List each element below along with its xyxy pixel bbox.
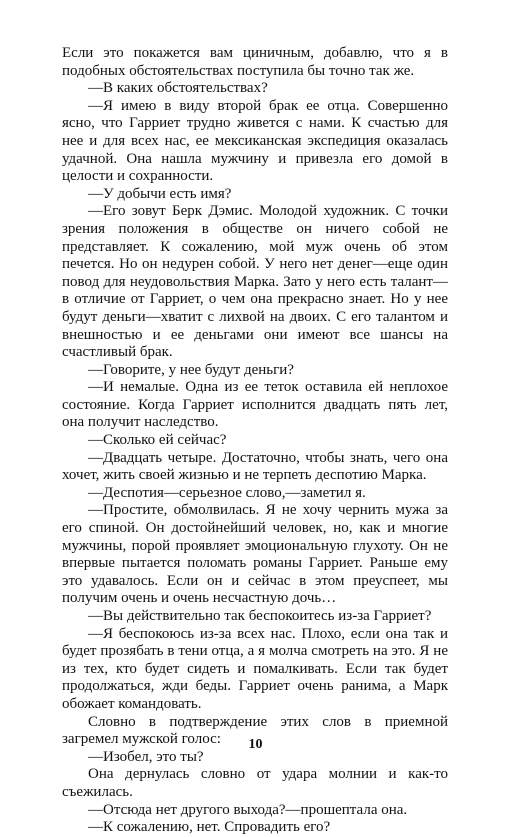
- paragraph: —И немалые. Одна из ее теток оставила ей неплохое состояние. Когда Гарриет исполнится двадцать пять лет, она получит наследство.: [62, 379, 448, 431]
- paragraph: —У добычи есть имя?: [88, 185, 232, 202]
- paragraph: —В каких обстоятельствах?: [88, 80, 268, 97]
- paragraph: —К сожалению, нет. Спровадить его?: [88, 819, 331, 836]
- paragraph: —Сколько ей сейчас?: [88, 432, 227, 449]
- paragraph: —Говорите, у нее будут деньги?: [88, 361, 294, 378]
- paragraph: Словно в подтверждение этих слов в приемной загремел мужской голос:: [62, 713, 448, 748]
- paragraph: —Я беспокоюсь из-за всех нас. Плохо, если она так и будет прозябать в тени отца, а я молча смотреть на это. Я не из тех, кто будет сидеть и помалкивать. Если так будет продолжаться, жди беды. Гарриет очень ранима, а Марк обожает командовать.: [62, 625, 448, 712]
- paragraph: —Отсюда нет другого выхода?—прошептала она.: [88, 801, 408, 818]
- paragraph: —Простите, обмолвилась. Я не хочу чернить мужа за его спиной. Он достойнейший человек, но, как и многие мужчины, порой проявляет эмоциональную глухоту. Он не впервые пытается поломать романы Гарриет. Раньше ему это удавалось. Если он и сейчас в этом преуспеет, мы получим очень и очень несчастную дочь…: [62, 502, 448, 607]
- paragraph: —Изобел, это ты?: [88, 748, 204, 765]
- paragraph: Если это покажется вам циничным, добавлю, что я в подобных обстоятельствах поступила бы точно так же.: [62, 45, 448, 79]
- paragraph: —Я имею в виду второй брак ее отца. Совершенно ясно, что Гарриет трудно живется с нами. К счастью для нее и для всех нас, ее мексиканская экспедиция оказалась удачной. Она нашла мужчину и привезла его домой в целости и сохранности.: [62, 97, 448, 185]
- paragraph: —Деспотия—серьезное слово,—заметил я.: [88, 484, 366, 501]
- paragraph: —Его зовут Берк Дэмис. Молодой художник. С точки зрения положения в обществе он ничего собой не представляет. К сожалению, мой муж очень об этом печется. Но он недурен собой. У него нет денег—еще один повод для неудовольствия Марка. Зато у него есть талант—в отличие от Гарриет, о чем она прекрасно знает. Но у нее будут деньги—хватит с лихвой на двоих. С его талантом и внешностью и ее деньгами они имеют все шансы на счастливый брак.: [62, 203, 448, 361]
- paragraph: —Вы действительно так беспокоитесь из-за Гарриет?: [88, 608, 432, 624]
- paragraph: —Двадцать четыре. Достаточно, чтобы знать, чего она хочет, жить своей жизнью и не терпеть деспотию Марка.: [62, 449, 448, 484]
- page-body-text: [62, 45, 448, 837]
- paragraph: Она дернулась словно от удара молнии и как-то съежилась.: [62, 766, 448, 800]
- page-number: 10: [248, 737, 263, 752]
